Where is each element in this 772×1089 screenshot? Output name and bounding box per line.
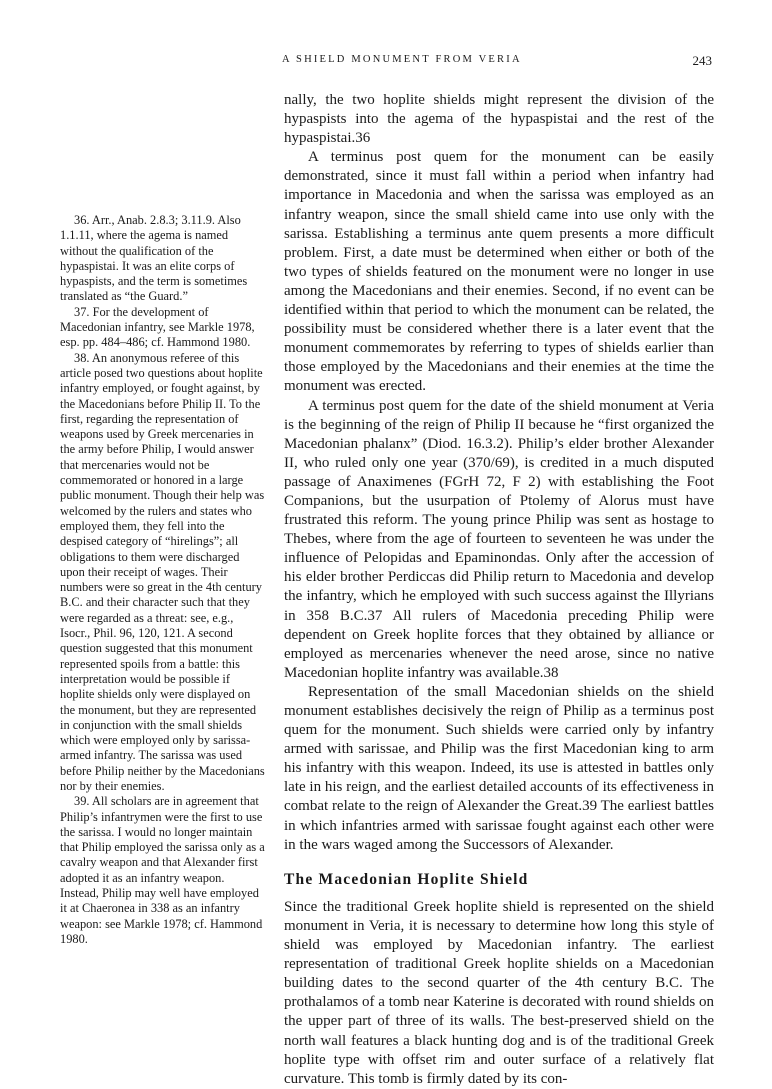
body-paragraph: A terminus post quem for the monument can be easily demonstrated, since it must fall within a period when infantry had importance in Macedonia and when the sarissa was employed as an infantry weapon, since the small shield came into use only with the sarissa. Establishing a terminus ante quem presents a more difficult problem. First, a date must be determined when either or both of the two types of shields featured on the monument were no longer in use among the Macedonians and their enemies. Second, if no event can be identified within that period to which the monument can be related, the possibility must be considered whether there is a later event that the monument commemorates by referring to types of shields earlier than those employed by the Macedonians and their enemies at the time the monument was erected. <box>284 149 714 395</box>
page-header <box>282 54 712 70</box>
body-paragraph: A terminus post quem for the date of the shield monument at Veria is the beginning of the reign of Philip II because he “first organized the Macedonian phalanx” (Diod. 16.3.2). Philip’s elder brother Alexander II, who ruled only one year (370/69), is credited in a much disputed passage of Anaximenes (FGrH 72, F 2) with establishing the Foot Companions, but the usurpation of Ptolemy of Alorus must have frustrated this reform. The young prince Philip was sent as hostage to Thebes, where from the age of fourteen to seventeen he was under the influence of Pelopidas and Epaminondas. Only after the accession of his elder brother Perdiccas did Philip return to Macedonia and develop the infantry, which he employed with such success against the Illyrians in 358 B.C.37 All rulers of Macedonia preceding Philip were dependent on Greek hoplite forces that they obtained by alliance or employed as mercenaries whenever the need arose, since no native Macedonian hoplite infantry was available.38 <box>284 397 714 681</box>
section-heading: The Macedonian Hoplite Shield <box>284 870 529 888</box>
footnote-38: 38. An anonymous referee of this article posed two questions about hoplite infantry employed, or fought against, by the Macedonians before Philip II. To the first, regarding the representation of weapons used by Greek mercenaries in the army before Philip, I would answer that mercenaries would not be commemorated or honored in a large public monument. Though their help was welcomed by the rulers and states who employed them, they fell into the despised category of “hirelings”; all obligations to them were discharged upon their receipt of wages. Their numbers were so great in the 4th century B.C. and their character such that they were regarded as a threat: see, e.g., Isocr., Phil. 96, 120, 121. A second question suggested that this monument represented spoils from a battle: this interpretation would be possible if hoplite shields only were displayed on the monument, but they are represented in conjunction with the small shields which were employed only by sarissa-armed infantry. The sarissa was used before Philip neither by the Macedonians nor by their enemies. <box>60 350 265 793</box>
body-paragraph: nally, the two hoplite shields might represent the division of the hypaspists into the agema of the hypaspistai and the rest of the hypaspistai.36 <box>284 92 714 147</box>
main-text-column <box>284 91 714 1089</box>
body-paragraph: Representation of the small Macedonian shields on the shield monument establishes decisively the reign of Philip as a terminus post quem for the monument. Such shields were carried only by infantry armed with sarissae, and Philip was the first Macedonian king to arm his infantry with this weapon. Indeed, its use is attested in battles only late in his reign, and the earliest detailed accounts of its effectiveness in combat relate to the reign of Alexander the Great.39 The earliest battles in which infantries armed with sarissae fought against each other were in the wars waged among the Successors of Alexander. <box>284 683 714 853</box>
page-number: 243 <box>692 53 712 68</box>
footnotes-column <box>60 213 265 947</box>
footnote-36: 36. Arr., Anab. 2.8.3; 3.11.9. Also 1.1.11, where the agema is named without the qualification of the hypaspistai. It was an elite corps of hypaspists, and the term is sometimes translated as “the Guard.” <box>60 213 248 304</box>
body-paragraph: Since the traditional Greek hoplite shield is represented on the shield monument in Veria, it is necessary to determine how long this style of shield was employed by Macedonian infantry. The earliest representation of traditional Greek hoplite shields on a Macedonian building dates to the second quarter of the 4th century B.C. The prothalamos of a tomb near Katerine is decorated with round shields on the upper part of three of its walls. The best-preserved shield on the north wall features a black hunting dog and is of the traditional Greek hoplite type with offset rim and outer surface of a relatively flat curvature. This tomb is firmly dated by its con- <box>284 898 714 1087</box>
running-head: A SHIELD MONUMENT FROM VERIA <box>282 54 522 65</box>
footnote-39: 39. All scholars are in agreement that Philip’s infantrymen were the first to use the sarissa. I would no longer maintain that Philip employed the sarissa only as a cavalry weapon and that Alexander first adopted it as an infantry weapon. Instead, Philip may well have employed it at Chaeronea in 338 as an infantry weapon: see Markle 1978; cf. Hammond 1980. <box>60 794 265 946</box>
footnote-37: 37. For the development of Macedonian infantry, see Markle 1978, esp. pp. 484–486; cf. Hammond 1980. <box>60 304 255 350</box>
